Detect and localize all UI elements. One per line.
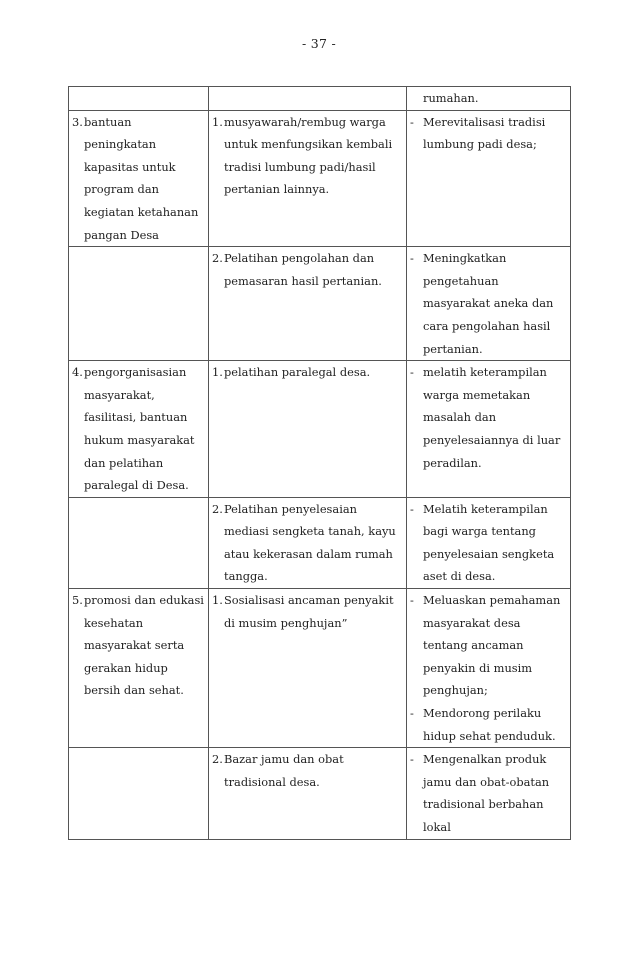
goal-text: Mengenalkan produk jamu dan obat-obatan tradisional berbahan lokal	[423, 752, 550, 834]
activity-number: 1.	[212, 365, 223, 380]
table-cell-activity	[209, 748, 407, 839]
program-item	[72, 361, 205, 497]
activity-item	[212, 589, 403, 634]
table-cell-program	[69, 589, 209, 748]
goal-text: Meningkatkan pengetahuan masyarakat aneka dan cara pengolahan hasil pertanian.	[423, 251, 554, 356]
goal-text: Melatih keterampilan bagi warga tentang penyelesaian sengketa aset di desa.	[423, 501, 555, 584]
table-cell-goal	[407, 497, 571, 588]
table-row	[69, 247, 571, 361]
goal-continuation-text: rumahan.	[423, 91, 479, 105]
goal-item	[410, 748, 567, 838]
table-cell-goal	[407, 87, 571, 111]
table-cell-activity	[209, 247, 407, 361]
table-cell-activity	[209, 589, 407, 748]
program-text: promosi dan edukasi kesehatan masyarakat serta gerakan hidup bersih dan sehat.	[84, 593, 204, 698]
program-number: 4.	[72, 365, 83, 380]
table-cell-goal	[407, 589, 571, 748]
goal-item	[410, 498, 567, 588]
activity-item	[212, 111, 403, 201]
activity-number: 2.	[212, 501, 223, 516]
table-cell-activity	[209, 361, 407, 498]
goal-text: Mendorong perilaku hidup sehat penduduk.	[423, 706, 556, 743]
goal-dash: -	[410, 501, 414, 516]
goal-dash: -	[410, 114, 414, 129]
goal-dash: -	[410, 251, 414, 266]
goal-dash: -	[410, 593, 414, 608]
activity-text: Pelatihan penyelesaian mediasi sengketa tanah, kayu atau kekerasan dalam rumah tangga.	[224, 501, 396, 584]
table-cell-activity	[209, 110, 407, 247]
table-cell-program	[69, 748, 209, 839]
goal-dash: -	[410, 752, 414, 767]
table-row	[69, 589, 571, 748]
table-cell-goal	[407, 247, 571, 361]
activity-text: Sosialisasi ancaman penyakit di musim penghujan”	[224, 593, 394, 630]
table-cell-program	[69, 361, 209, 498]
goal-item	[410, 702, 567, 747]
activity-number: 1.	[212, 114, 223, 129]
table-cell-program	[69, 247, 209, 361]
activity-item	[212, 748, 403, 793]
program-number: 5.	[72, 593, 83, 608]
goal-text: Merevitalisasi tradisi lumbung padi desa;	[423, 114, 546, 152]
table-row	[69, 87, 571, 111]
activity-text: Bazar jamu dan obat tradisional desa.	[224, 752, 344, 789]
goal-item	[410, 361, 567, 474]
table-cell-goal	[407, 110, 571, 247]
goal-item	[410, 247, 567, 360]
table-row	[69, 497, 571, 588]
table-row	[69, 361, 571, 498]
table-cell-program	[69, 110, 209, 247]
goal-item	[410, 111, 567, 156]
activity-item	[212, 247, 403, 292]
table-cell-goal	[407, 361, 571, 498]
program-number: 3.	[72, 114, 83, 129]
program-text: bantuan peningkatan kapasitas untuk program dan kegiatan ketahanan pangan Desa	[84, 114, 199, 242]
table-row	[69, 748, 571, 839]
page-number: - 37 -	[301, 36, 337, 51]
activity-number: 2.	[212, 251, 223, 266]
table-cell-program	[69, 87, 209, 111]
program-item	[72, 589, 205, 702]
goal-dash: -	[410, 365, 414, 380]
program-item	[72, 111, 205, 247]
goal-text: melatih keterampilan warga memetakan masalah dan penyelesaiannya di luar peradilan.	[423, 365, 561, 470]
table-cell-activity	[209, 497, 407, 588]
activity-item	[212, 361, 403, 384]
program-text: pengorganisasian masyarakat, fasilitasi, bantuan hukum masyarakat dan pelatihan paralegal di Desa.	[84, 365, 195, 493]
activity-number: 1.	[212, 593, 223, 608]
table-cell-program	[69, 497, 209, 588]
goal-item	[410, 589, 567, 702]
activity-text: musyawarah/rembug warga untuk menfungsikan kembali tradisi lumbung padi/hasil pertanian lainnya.	[224, 114, 393, 197]
activity-number: 2.	[212, 752, 223, 767]
program-table	[68, 86, 571, 840]
goal-text: Meluaskan pemahaman masyarakat desa tentang ancaman penyakin di musim penghujan;	[423, 593, 561, 698]
goal-dash: -	[410, 706, 414, 721]
table-row	[69, 110, 571, 247]
table-cell-goal	[407, 748, 571, 839]
activity-text: pelatihan paralegal desa.	[224, 365, 371, 380]
activity-text: Pelatihan pengolahan dan pemasaran hasil pertanian.	[224, 251, 382, 288]
table-cell-activity	[209, 87, 407, 111]
activity-item	[212, 498, 403, 588]
